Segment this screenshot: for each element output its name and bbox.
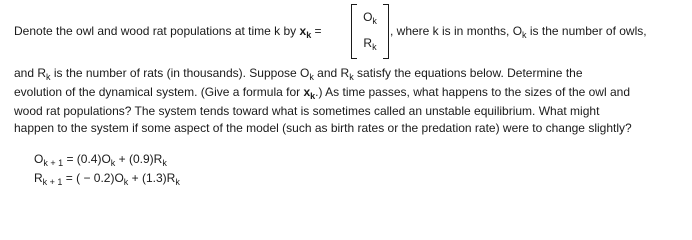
- equation-owls: $O_{k + 1} = (0.4)O_k + (0.9)R_k$: [34, 152, 167, 168]
- problem-line-1-continued: , where k is in months, $O_k$ is the number of owls,: [390, 24, 647, 40]
- vector-x-subscript: k: [306, 30, 312, 40]
- population-vector-matrix: [351, 4, 389, 59]
- vector-x: x: [299, 24, 307, 38]
- equals-sign: =: [311, 24, 322, 38]
- matrix-entry-rats: $R_k$: [363, 36, 377, 52]
- intro-text: Denote the owl and wood rat populations at time k by: [14, 24, 300, 38]
- left-bracket: [351, 4, 357, 59]
- problem-line-2: and $R_k$ is the number of rats (in thousands). Suppose $O_k$ and $R_k$ satisfy the equations below. Determine the: [14, 66, 583, 82]
- equation-rats: $R_{k + 1}$ = ( − $0.2)O_k + (1.3)R_k$: [34, 171, 180, 187]
- problem-line-5: happen to the system if some aspect of the model (such as birth rates or the predation rate) were to change slightly?: [14, 121, 632, 135]
- problem-line-4: wood rat populations? The system tends toward what is sometimes called an unstable equilibrium. What might: [14, 104, 600, 118]
- problem-line-1: [14, 24, 322, 38]
- right-bracket: [383, 4, 389, 59]
- matrix-entry-owls: $O_k$: [363, 10, 377, 26]
- problem-line-3: evolution of the dynamical system. (Give a formula for $x_k$.) As time passes, what happens to the sizes of the owl and: [14, 85, 630, 101]
